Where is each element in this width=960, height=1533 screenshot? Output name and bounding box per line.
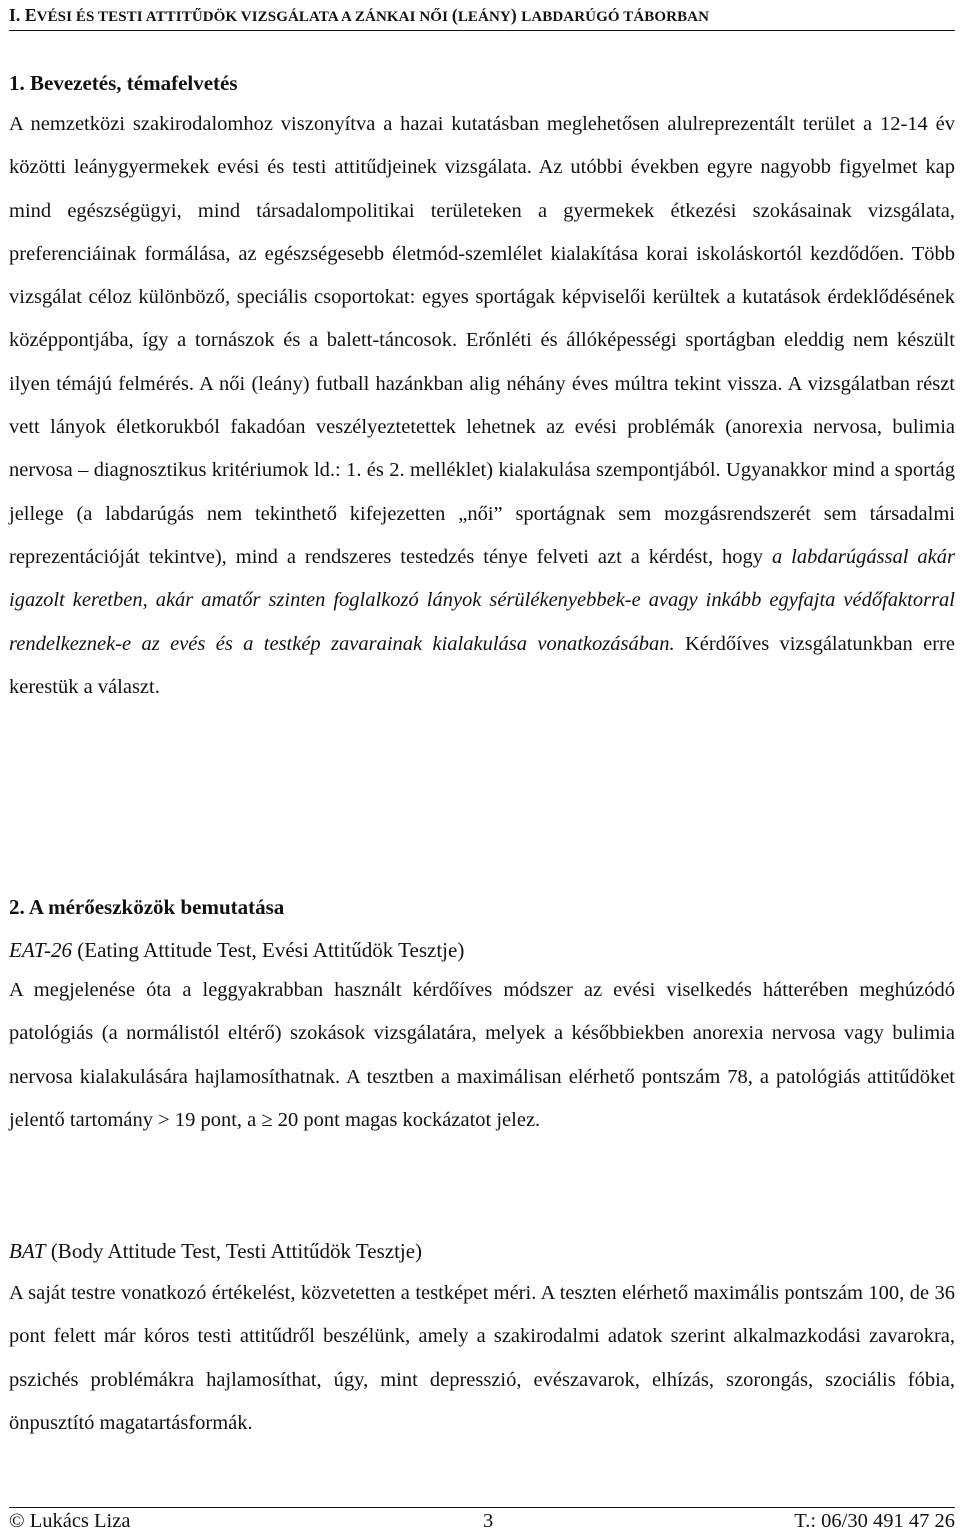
bat-abbreviation: BAT bbox=[9, 1239, 46, 1263]
footer-author: © Lukács Liza bbox=[9, 1510, 131, 1532]
introduction-paragraph bbox=[9, 103, 955, 709]
section-heading-instruments: 2. A mérőeszközök bemutatása bbox=[9, 895, 285, 919]
bat-paragraph: A saját testre vonatkozó értékelést, közvetetten a testképet méri. A teszten elérhető maximális pontszám 100, de 36 pont felett már kóros testi attitűdről beszélünk, amely a szakirodalmi adatok szerint alkalmazkodási zavarokra, pszichés problémákra hajlamosíthat, úgy, mint depresszió, evészavarok, elhízás, szorongás, szociális fóbia, önpusztító magatartásformák. bbox=[9, 1282, 955, 1434]
bat-description: (Body Attitude Test, Testi Attitűdök Tesztje) bbox=[45, 1239, 423, 1263]
footer-phone: T.: 06/30 491 47 26 bbox=[794, 1510, 955, 1532]
eat-paragraph: A megjelenése óta a leggyakrabban használt kérdőíves módszer az evési viselkedés hátterében meghúzódó patológiás (a normálistól eltérő) szokások vizsgálatára, melyek a későbbiekben anorexia nervosa vagy bulimia nervosa kialakulására hajlamosíthatnak. A tesztben a maximálisan elérhető pontszám 78, a patológiás attitűdöket jelentő tartomány > 19 pont, a ≥ 20 pont magas kockázatot jelez. bbox=[9, 979, 955, 1131]
header-text-part: I. E bbox=[9, 5, 37, 25]
header-text-part: LABDARÚGÓ TÁBORBAN bbox=[521, 9, 710, 25]
header-text-part: ( bbox=[451, 5, 458, 25]
running-header bbox=[9, 4, 955, 31]
eat-description: (Eating Attitude Test, Evési Attitűdök Tesztje) bbox=[72, 938, 465, 962]
page-footer bbox=[9, 1507, 955, 1532]
header-text-part: LEÁNY bbox=[457, 9, 511, 25]
research-question-italic: a labdarúgással akár igazolt keretben, akár amatőr szinten foglalkozó lányok sérülékenyebbek-e avagy inkább egyfajta védőfaktorral rendelkeznek-e az evés és a testkép zavarainak kialakulása vonatkozásában. bbox=[9, 545, 956, 655]
header-text-part: ) bbox=[510, 5, 522, 25]
section-heading-introduction: 1. Bevezetés, témafelvetés bbox=[9, 71, 238, 95]
paragraph-text: Kérdőíves vizsgálatunkban erre kerestük a választ. bbox=[9, 632, 955, 698]
paragraph-text: A nemzetközi szakirodalomhoz viszonyítva a hazai kutatásban meglehetősen alulreprezentált terület a 12-14 év közötti leánygyermekek evési és testi attitűdjeinek vizsgálata. Az utóbbi években egyre nagyobb figyelmet kap mind egészségügyi, mind társadalompolitikai területeken a gyermekek étkezési szokásainak vizsgálata, preferenciáinak formálása, az egészségesebb életmód-szemlélet kialakítása korai iskoláskortól kezdődően. Több vizsgálat céloz különböző, speciális csoportokat: egyes sportágak képviselői kerültek a kutatások érdeklődésének középpontjába, így a tornászok és a balett-táncosok. Erőnléti és állóképességi sportágban eleddig nem készült ilyen témájú felmérés. A női (leány) futball hazánkban alig néhány éves múltra tekint vissza. A vizsgálatban részt vett lányok életkorukból fakadóan veszélyeztetettek lehetnek az evési problémák (anorexia nervosa, bulimia nervosa – diagnosztikus kritériumok ld.: 1. és 2. melléklet) kialakulása szempontjából. Ugyanakkor mind a sportág jellege (a labdarúgás nem tekinthető kifejezetten „női” sportágnak sem mozgásrendszerét sem társadalmi reprezentációját tekintve), mind a rendszeres testedzés ténye felveti azt a kérdést, hogy bbox=[9, 113, 955, 568]
footer-page-number: 3 bbox=[483, 1510, 494, 1532]
eat-abbreviation: EAT-26 bbox=[9, 938, 72, 962]
eat-subheading bbox=[9, 937, 464, 963]
header-text-part: VÉSI ÉS TESTI ATTITŰDÖK VIZSGÁLATA A ZÁNKAI NŐI bbox=[36, 9, 452, 25]
bat-subheading bbox=[9, 1238, 422, 1264]
